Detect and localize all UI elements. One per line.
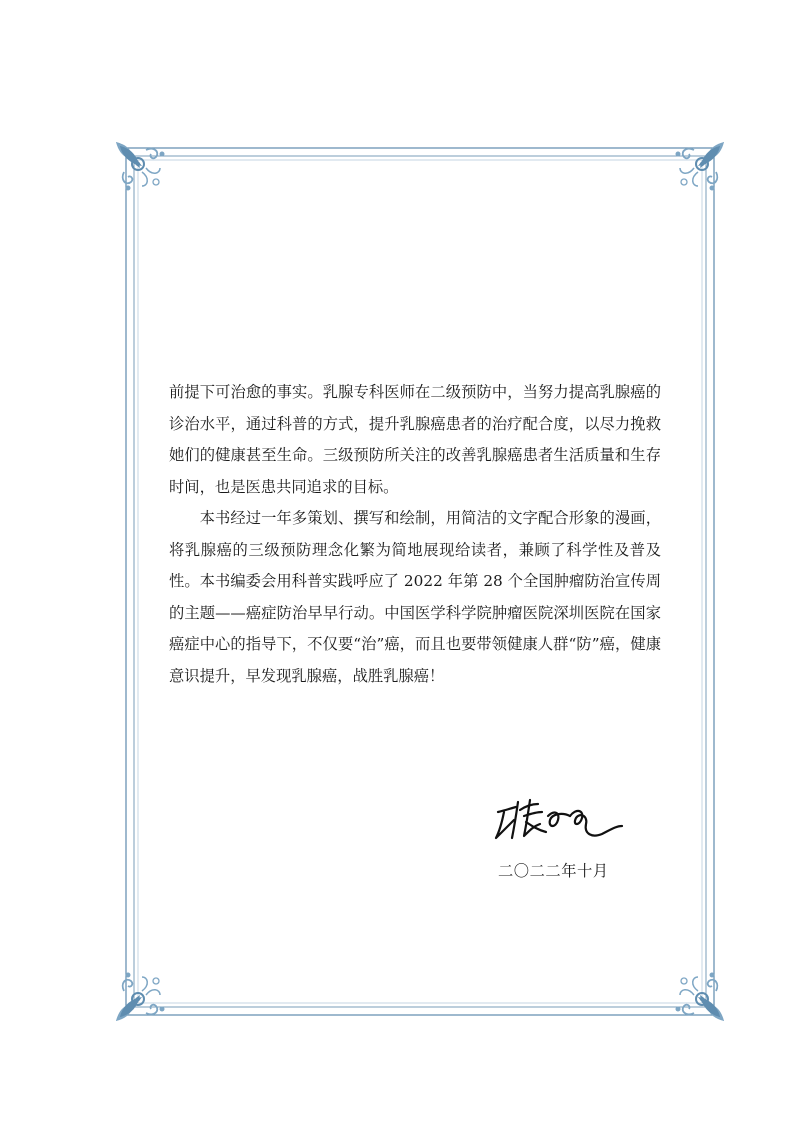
paragraph-2: 本书经过一年多策划、撰写和绘制，用简洁的文字配合形象的漫画，将乳腺癌的三级预防理念化繁为简地展现给读者，兼顾了科学性及普及性。本书编委会用科普实践呼应了 2022 年第 28 个全国肿瘤防治宣传周的主题——癌症防治早早行动。中国医学科学院肿瘤医院深圳医院在国家癌症中心的指导下，不仅要“治”癌，而且也要带领健康人群“防”癌，健康意识提升，早发现乳腺癌，战胜乳腺癌！ xyxy=(169,509,661,685)
letter-date: 二〇二二年十月 xyxy=(498,862,609,880)
paragraph-1: 前提下可治愈的事实。乳腺专科医师在二级预防中，当努力提高乳腺癌的诊治水平，通过科普的方式，提升乳腺癌患者的治疗配合度，以尽力挽救她们的健康甚至生命。三级预防所关注的改善乳腺癌患者生活质量和生存时间，也是医患共同追求的目标。 xyxy=(169,383,661,496)
handwritten-signature xyxy=(490,790,630,850)
letter-body xyxy=(169,377,661,692)
